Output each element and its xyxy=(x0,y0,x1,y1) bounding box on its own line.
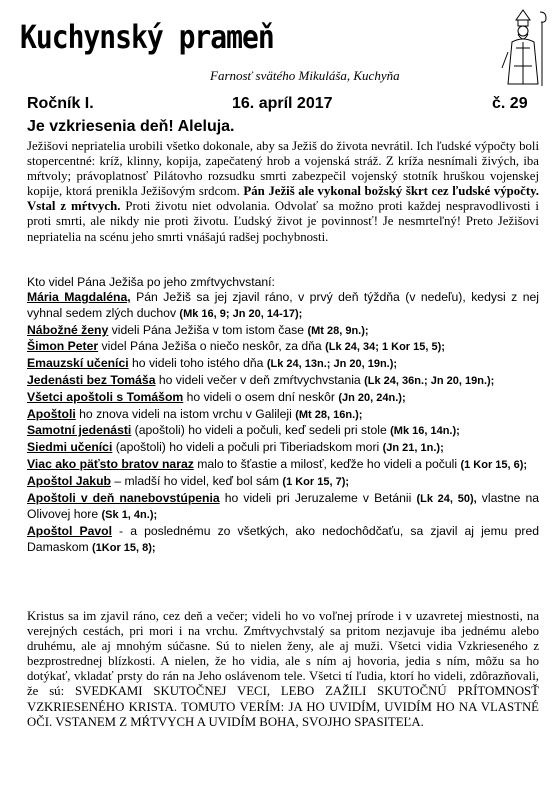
scripture-ref: (1Kor 15, 8); xyxy=(92,541,156,554)
intro-text-2: Proti životu niet odvolania. Odvolať sa možno proti každej nespravodlivosti i proti smrti, ale nikdy nie proti životu. Ľudský život je povinnosť! Je nesmrteľný! Preto Ježišovi nepriatelia na scénu jeho smrti vnášajú radšej pochybnosti. xyxy=(27,199,539,244)
scripture-ref: (Mt 28, 16n.); xyxy=(295,408,363,421)
volume-label: Ročník I. xyxy=(27,95,94,112)
parish-subtitle: Farnosť svätého Mikuláša, Kuchyňa xyxy=(210,68,400,83)
intro-bold: Pán Ježiš ale vykonal božský škrt cez ľudské výpočty. Vstal z mŕtvych. xyxy=(27,184,539,214)
scripture-ref: (Mt 28, 9n.); xyxy=(307,324,369,337)
witness-name: Jedenásti bez Tomáša xyxy=(27,372,156,387)
witness-list xyxy=(27,290,539,557)
newsletter-title: Kuchynský prameň xyxy=(20,18,274,56)
list-item xyxy=(27,491,539,525)
witness-name: Nábožné ženy xyxy=(27,322,109,337)
scripture-ref: (Sk 1, 4n.); xyxy=(101,509,158,522)
scripture-ref: (Jn 21, 1n.); xyxy=(382,442,444,455)
witness-name: Samotní jedenásti xyxy=(27,423,132,438)
witness-name: Emauzskí učeníci xyxy=(27,356,129,371)
scripture-ref: (Mk 16, 14n.); xyxy=(390,425,460,438)
list-item xyxy=(27,290,539,323)
witness-text: ho znova videli na istom vrchu v Galileji xyxy=(75,406,296,421)
witness-text: ho videli o osem dní neskôr xyxy=(183,389,339,404)
witness-text: videli Pána Ježiša v tom istom čase xyxy=(108,322,308,337)
intro-paragraph xyxy=(27,139,539,245)
scripture-ref: (Lk 24, 13n.; Jn 20, 19n.); xyxy=(266,358,398,371)
witness-text: (apoštoli) ho videli a počuli pri Tiberiadskom mori xyxy=(112,440,383,455)
witness-name: Apoštoli xyxy=(27,406,76,421)
scripture-ref: (Jn 20, 24n.); xyxy=(338,391,406,404)
headline: Je vzkriesenia deň! Aleluja. xyxy=(27,118,235,135)
witness-text-tail: vlastne na Olivovej hore xyxy=(27,490,540,522)
witness-name: Mária Magdaléna, xyxy=(27,290,131,304)
scripture-ref: (Mk 16, 9; Jn 20, 14-17); xyxy=(179,307,303,320)
list-item xyxy=(27,390,539,407)
list-item xyxy=(27,423,539,440)
witness-text: Pán Ježiš sa jej zjavil ráno, v prvý deň týždňa (v nedeľu), kedysi z nej vyhnal sedem zlých duchov xyxy=(27,290,539,320)
scripture-ref: (1 Kor 15, 7); xyxy=(282,475,350,488)
witness-name: Apoštoli v deň nanebovstúpenia xyxy=(27,490,220,505)
witness-text: (apoštoli) ho videli a počuli, keď sedeli pri stole xyxy=(131,423,391,438)
scripture-ref: (1 Kor 15, 6); xyxy=(460,458,528,471)
witness-text: ho videli pri Jeruzaleme v Betánii xyxy=(219,490,417,505)
witness-name: Apoštol Pavol xyxy=(27,524,112,539)
saint-nicholas-icon xyxy=(494,8,552,88)
witness-text: videl Pána Ježiša o niečo neskôr, za dňa xyxy=(98,339,326,354)
list-item xyxy=(27,457,539,474)
witness-lead: Kto videl Pána Ježiša po jeho zmŕtvychvstaní: xyxy=(27,275,275,289)
list-item xyxy=(27,524,539,557)
closing-caps: SVEDKAMI SKUTOČNEJ VECI, LEBO ZAŽILI SKUTOČNÚ PRÍTOMNOSŤ VZKRIESENÉHO KRISTA. TOMUTO VERÍM: JA HO UVIDÍM, UVIDÍM HO NA VLASTNÉ OČI. VSTANEM Z MŔTVYCH A UVIDÍM BOHA, SVOJHO SPASITEĽA. xyxy=(27,684,539,729)
witness-name: Siedmi učeníci xyxy=(27,440,113,455)
issue-number: č. 29 xyxy=(492,95,528,112)
list-item xyxy=(27,407,539,424)
list-item xyxy=(27,323,539,340)
list-item xyxy=(27,356,539,373)
witness-name: Šimon Peter xyxy=(27,339,99,354)
witness-text: ho videli večer v deň zmŕtvychvstania xyxy=(155,372,365,387)
witness-name: Všetci apoštoli s Tomášom xyxy=(27,389,184,404)
list-item xyxy=(27,474,539,491)
witness-text: - a poslednému zo všetkých, ako nedochôdčaťu, sa zjavil aj jemu pred Damaskom xyxy=(27,524,539,554)
scripture-ref: (Lk 24, 36n.; Jn 20, 19n.); xyxy=(364,374,495,387)
closing-text: Kristus sa im zjavil ráno, cez deň a večer; videli ho vo voľnej prírode i v uzavretej miestnosti, na verejných cestách, pri mori i na vrchu. Zmŕtvychvstalý sa pritom nezjavuje iba jednému alebo druhému, ale aj mnohým súčasne. Sú to nielen ženy, ale aj muži. Všetci vidia Vzkrieseného z bezprostrednej blízkosti. A nielen, že ho vidia, ale s ním aj hovoria, jedia s ním, môžu sa ho dotýkať, vkladať prsty do rán na Jeho oslávenom tele. Všetci tí ľudia, ktorí ho videli, zdôrazňovali, že sú: xyxy=(27,609,539,699)
list-item xyxy=(27,339,539,356)
list-item xyxy=(27,373,539,390)
closing-paragraph xyxy=(27,609,539,730)
witness-text: ho videli toho istého dňa xyxy=(128,356,267,371)
witness-name: Apoštol Jakub xyxy=(27,473,111,488)
list-item xyxy=(27,440,539,457)
witness-text: malo to šťastie a milosť, keďže ho videli a počuli xyxy=(193,456,461,471)
issue-date: 16. apríl 2017 xyxy=(232,95,333,112)
scripture-ref: (Lk 24, 34; 1 Kor 15, 5); xyxy=(325,341,445,354)
scripture-ref: (Lk 24, 50), xyxy=(416,492,477,505)
witness-text: – mladší ho videl, keď bol sám xyxy=(110,473,283,488)
intro-text-1: Ježišovi nepriatelia urobili všetko dokonale, aby sa Ježiš do života nevrátil. Ich ľudské výpočty boli stopercentné: kríž, klinny, kopija, zapečatený hrob a vojenská stráž. Z kríža nesnímali živých, iba mŕtvoly; právoplatnosť Pilátovho rozsudku smrti zabezpečil vojenský stotník hruškou vojenskej kopije, ktorá prenikla Ježišovým srdcom. xyxy=(27,139,539,199)
witness-name: Viac ako päťsto bratov naraz xyxy=(27,456,194,471)
